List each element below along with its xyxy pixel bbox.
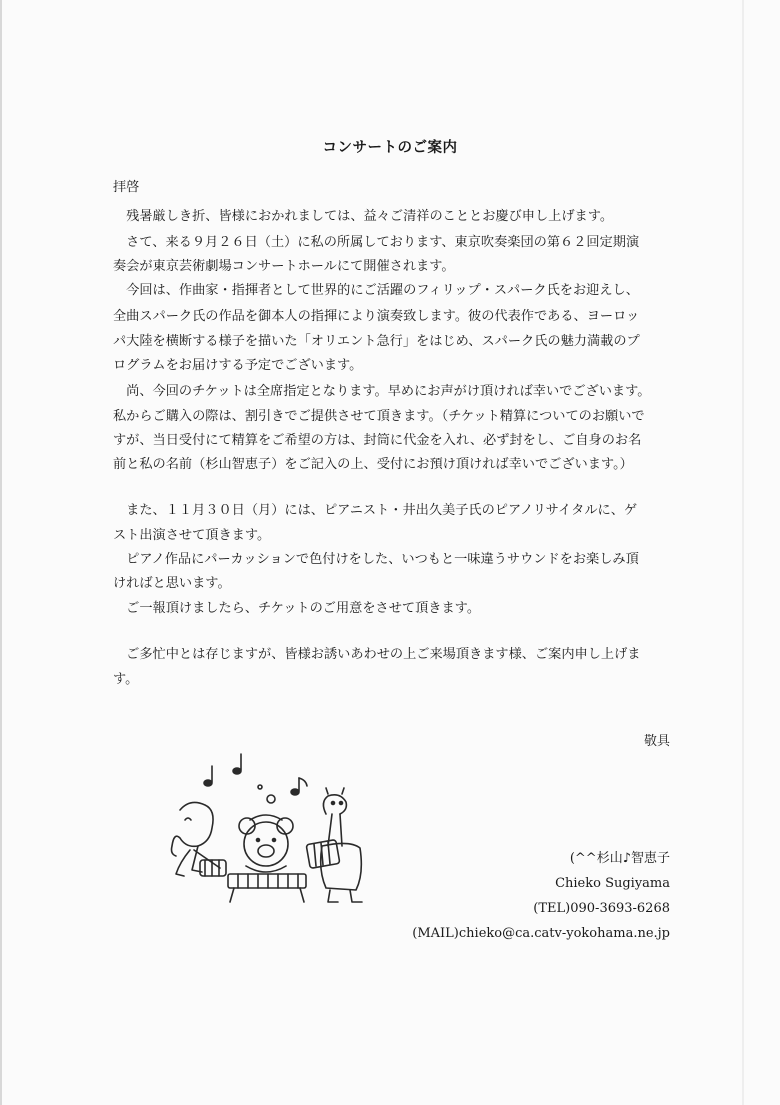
body-line: また、１１月３０日（月）には、ピアニスト・井出久美子氏のピアノリサイタルに、ゲ <box>113 503 638 518</box>
body-line: 残暑厳しき折、皆様におかれましては、益々ご清祥のこととお慶び申し上げます。 <box>113 209 614 224</box>
body-line: 尚、今回のチケットは全席指定となります。早めにお声がけ頂ければ幸いでございます。 <box>113 384 651 399</box>
body-line: ければと思います。 <box>113 576 231 591</box>
body-line: 前と私の名前（杉山智恵子）をご記入の上、受付にお預け頂ければ幸いでございます。） <box>113 457 633 472</box>
music-note-icon <box>291 778 307 795</box>
giraffe-icon <box>321 788 362 902</box>
scan-edge-right <box>742 0 744 1105</box>
elephant-icon <box>172 802 227 876</box>
body-line: さて、来る９月２６日（土）に私の所属しております、東京吹奏楽団の第６２回定期演 <box>113 235 640 250</box>
body-line: ご多忙中とは存じますが、皆様お誘いあわせの上ご来場頂きます様、ご案内申し上げま <box>113 647 641 662</box>
body-line: パ大陸を横断する様子を描いた「オリエント急行」をはじめ、スパーク氏の魅力満載のプ <box>113 334 640 349</box>
closing: 敬具 <box>643 734 670 749</box>
flower-icon <box>267 795 275 803</box>
body-line: ピアノ作品にパーカッションで色付けをした、いつもと一味違うサウンドをお楽しみ頂 <box>113 552 639 567</box>
signature-mail: (MAIL)chieko@ca.catv-yokohama.ne.jp <box>412 926 670 941</box>
signature-block <box>412 846 670 946</box>
greeting: 拝啓 <box>113 180 140 195</box>
animal-band-illustration <box>150 750 390 910</box>
body-line: スト出演させて頂きます。 <box>113 528 271 543</box>
body-line: 全曲スパーク氏の作品を御本人の指揮により演奏致します。彼の代表作である、ヨーロッ <box>113 309 640 324</box>
music-note-icon <box>233 754 241 774</box>
signature-tel: (TEL)090-3693-6268 <box>533 901 670 916</box>
body-line: 奏会が東京芸術劇場コンサートホールにて開催されます。 <box>113 259 455 274</box>
body-line: 今回は、作曲家・指揮者として世界的にご活躍のフィリップ・スパーク氏をお迎えし、 <box>113 283 639 298</box>
music-note-icon <box>204 766 212 786</box>
signature-name-jp: (^^杉山♪智恵子 <box>569 851 670 866</box>
body-line: ご一報頂けましたら、チケットのご用意をさせて頂きます。 <box>113 601 481 616</box>
body-line: 私からご購入の際は、割引きでご提供させて頂きます。（チケット精算についてのお願いで <box>113 409 645 424</box>
page-title: コンサートのご案内 <box>322 139 458 156</box>
body-line: す。 <box>113 672 139 687</box>
scan-edge-left <box>0 0 2 1105</box>
body-line: ログラムをお届けする予定でございます。 <box>113 358 363 373</box>
xylophone-icon <box>228 874 306 902</box>
signature-name-en: Chieko Sugiyama <box>555 876 670 891</box>
bear-icon <box>239 815 293 872</box>
body-line: すが、当日受付にて精算をご希望の方は、封筒に代金を入れ、必ず封をし、ご自身のお名 <box>113 433 642 448</box>
